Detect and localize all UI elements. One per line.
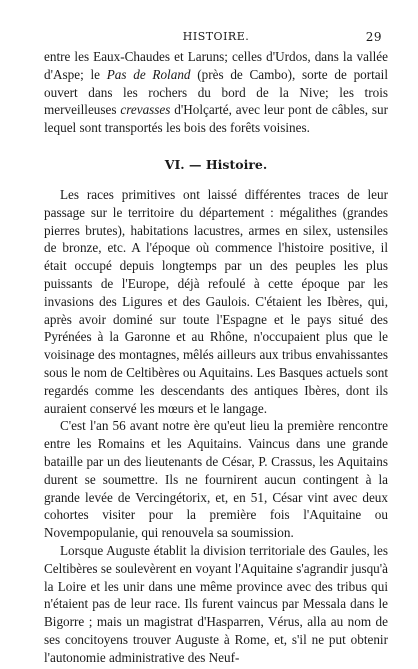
text-run: (près de Cambo), sorte de portail ouvert dans les rochers du bord de la Nive; les trois merveilleuses	[44, 66, 388, 118]
paragraph-continued	[44, 48, 388, 137]
paragraph: Les races primitives ont laissé différentes traces de leur passage sur le territoire du département : mégalithes (grandes pierres brutes), habitations lacustres, armes en silex, ustensiles de bronze, etc. A l'époque où commence l'histoire positive, il était occupé depuis longtemps par un des peuples les plus puissants de l'Europe, déjà refoulé à cette époque par les invasions des Ligures et des Gaulois. C'étaient les Ibères, qui, après avoir dominé sur toute l'Espagne et le pays situé des Pyrénées à la Garonne et au Rhône, n'occupaient plus que le voisinage des montagnes, mêlés ailleurs aux tribus envahissantes sous le nom de Celtibères ou Aquitains. Les Basques actuels sont regardés comme les descendants des antiques Ibères, dont ils auraient conservé les mœurs et le langage.	[44, 186, 388, 416]
text-run: d'Holçarté, avec leur pont de câbles, sur lequel sont transportés les bois des forêts voisines.	[44, 102, 388, 136]
paragraph: C'est l'an 56 avant notre ère qu'eut lieu la première rencontre entre les Romains et les Aquitains. Vaincus dans une grande bataille par un des lieutenants de César, P. Crassus, les Aquitains durent se soumettre. Ils ne fournirent aucun contingent à la grande levée de Vercingétorix, et, en 51, César vint avec deux cohortes visiter pour la première fois l'Aquitaine ou Novempopulanie, qui renouvela sa soumission.	[44, 418, 388, 541]
page-number: 29	[365, 30, 382, 44]
section-heading: VI. — Histoire.	[164, 156, 268, 172]
term-italic: crevasses	[120, 102, 171, 118]
page-header	[44, 30, 388, 46]
running-title: HISTOIRE.	[182, 30, 250, 43]
place-name-italic: Pas de Roland	[106, 66, 191, 82]
text-run: entre les Eaux-Chaudes et Laruns; celles d'Urdos, dans la vallée d'Aspe; le	[44, 49, 388, 82]
paragraph: Lorsque Auguste établit la division territoriale des Gaules, les Celtibères se soulevèrent en voyant l'Aquitaine s'agrandir jusqu'à la Loire et les unir dans une même province avec des tribus qui n'étaient pas de leur race. Ils furent vaincus par Messala dans le Bigorre ; mais un magistrat d'Hasparren, Vérus, alla au nom de ses concitoyens trouver Auguste à Rome, et, s'il ne put obtenir l'autonomie administrative des Neuf-	[44, 542, 388, 665]
